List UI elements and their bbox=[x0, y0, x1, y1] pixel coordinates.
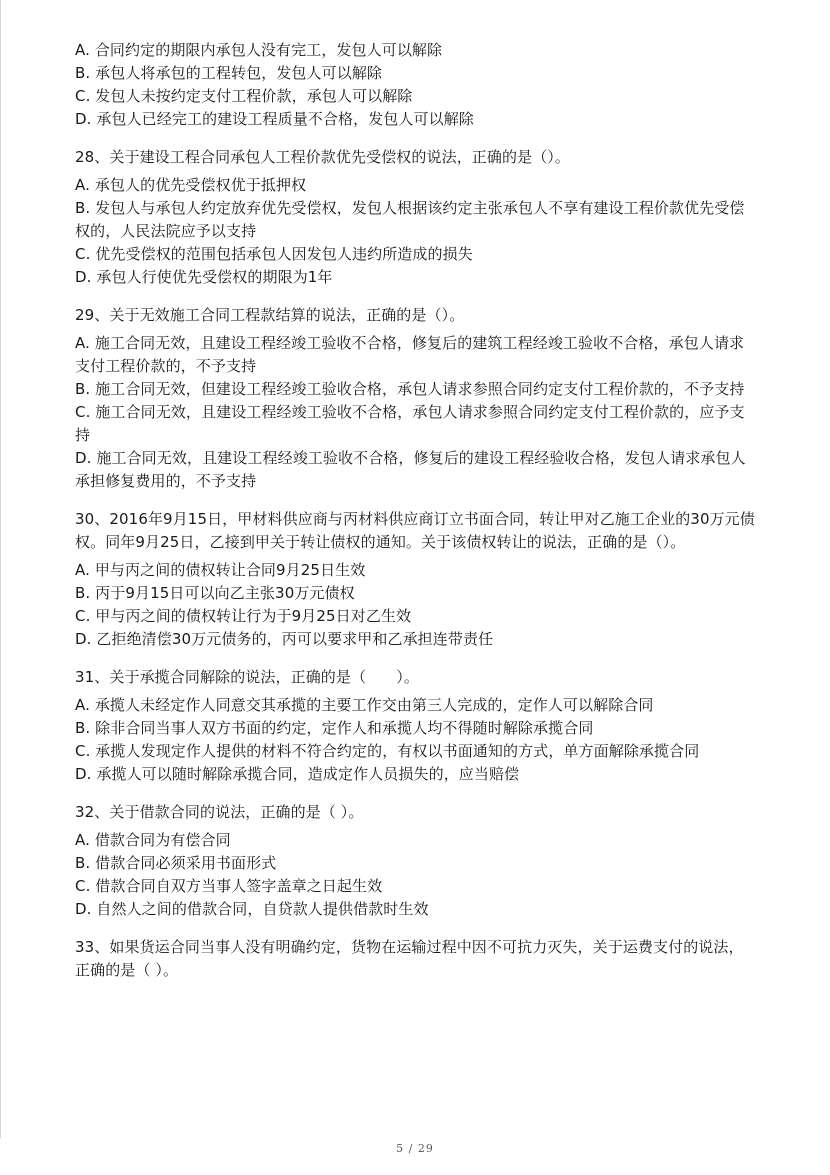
option-c: C. 甲与丙之间的债权转让行为于9月25日对乙生效 bbox=[75, 607, 412, 625]
option-b: B. 承包人将承包的工程转包，发包人可以解除 bbox=[75, 64, 383, 82]
option-a: A. 借款合同为有偿合同 bbox=[75, 831, 231, 849]
option-d: D. 承包人已经完工的建设工程质量不合格，发包人可以解除 bbox=[75, 110, 474, 128]
option-a: A. 承揽人未经定作人同意交其承揽的主要工作交由第三人完成的，定作人可以解除合同 bbox=[75, 696, 654, 714]
question-stem: 28、关于建设工程合同承包人工程价款优先受偿权的说法，正确的是（）。 bbox=[75, 148, 570, 166]
option-b: B. 除非合同当事人双方书面的约定，定作人和承揽人均不得随时解除承揽合同 bbox=[75, 719, 594, 737]
option-b: B. 丙于9月15日可以向乙主张30万元债权 bbox=[75, 584, 355, 602]
question-28 bbox=[75, 146, 755, 289]
question-32 bbox=[75, 801, 755, 921]
question-stem: 31、关于承揽合同解除的说法，正确的是（ ）。 bbox=[75, 668, 419, 686]
question-stem: 33、如果货运合同当事人没有明确约定，货物在运输过程中因不可抗力灭失，关于运费支付的说法，正确的是（ ）。 bbox=[75, 938, 744, 979]
document-body bbox=[75, 39, 755, 997]
question-31 bbox=[75, 666, 755, 786]
option-b: B. 发包人与承包人约定放弃优先受偿权，发包人根据该约定主张承包人不享有建设工程价款优先受偿权的，人民法院应予以支持 bbox=[75, 199, 745, 240]
option-d: D. 乙拒绝清偿30万元债务的，丙可以要求甲和乙承担连带责任 bbox=[75, 630, 494, 648]
option-c: C. 发包人未按约定支付工程价款，承包人可以解除 bbox=[75, 87, 413, 105]
question-30 bbox=[75, 508, 755, 651]
option-a: A. 甲与丙之间的债权转让合同9月25日生效 bbox=[75, 561, 366, 579]
option-c: C. 施工合同无效，且建设工程经竣工验收不合格，承包人请求参照合同约定支付工程价款的，应予支持 bbox=[75, 403, 745, 444]
option-c: C. 承揽人发现定作人提供的材料不符合约定的，有权以书面通知的方式，单方面解除承揽合同 bbox=[75, 742, 700, 760]
option-d: D. 自然人之间的借款合同，自贷款人提供借款时生效 bbox=[75, 900, 429, 918]
option-c: C. 优先受偿权的范围包括承包人因发包人违约所造成的损失 bbox=[75, 245, 473, 263]
question-stem: 32、关于借款合同的说法，正确的是（ ）。 bbox=[75, 803, 364, 821]
option-d: D. 承揽人可以随时解除承揽合同，造成定作人员损失的，应当赔偿 bbox=[75, 765, 520, 783]
option-b: B. 施工合同无效，但建设工程经竣工验收合格，承包人请求参照合同约定支付工程价款的，不予支持 bbox=[75, 380, 745, 398]
option-a: A. 施工合同无效，且建设工程经竣工验收不合格，修复后的建筑工程经竣工验收不合格，承包人请求支付工程价款的，不予支持 bbox=[75, 334, 745, 375]
option-c: C. 借款合同自双方当事人签字盖章之日起生效 bbox=[75, 877, 383, 895]
question-stem: 29、关于无效施工合同工程款结算的说法，正确的是（）。 bbox=[75, 306, 465, 324]
option-d: D. 承包人行使优先受偿权的期限为1年 bbox=[75, 268, 333, 286]
page-border bbox=[0, 0, 1, 1138]
question-27-continued bbox=[75, 39, 755, 131]
option-b: B. 借款合同必须采用书面形式 bbox=[75, 854, 277, 872]
option-a: A. 承包人的优先受偿权优于抵押权 bbox=[75, 176, 307, 194]
page-number: 5 / 29 bbox=[396, 1142, 434, 1155]
question-stem: 30、2016年9月15日，甲材料供应商与丙材料供应商订立书面合同，转让甲对乙施工企业的30万元债权。同年9月25日，乙接到甲关于转让债权的通知。关于该债权转让的说法，正确的是（）。 bbox=[75, 510, 755, 551]
question-29 bbox=[75, 304, 755, 493]
option-d: D. 施工合同无效，且建设工程经竣工验收不合格，修复后的建设工程经验收合格，发包人请求承包人承担修复费用的，不予支持 bbox=[75, 449, 746, 490]
question-33 bbox=[75, 936, 755, 982]
option-a: A. 合同约定的期限内承包人没有完工，发包人可以解除 bbox=[75, 41, 443, 59]
